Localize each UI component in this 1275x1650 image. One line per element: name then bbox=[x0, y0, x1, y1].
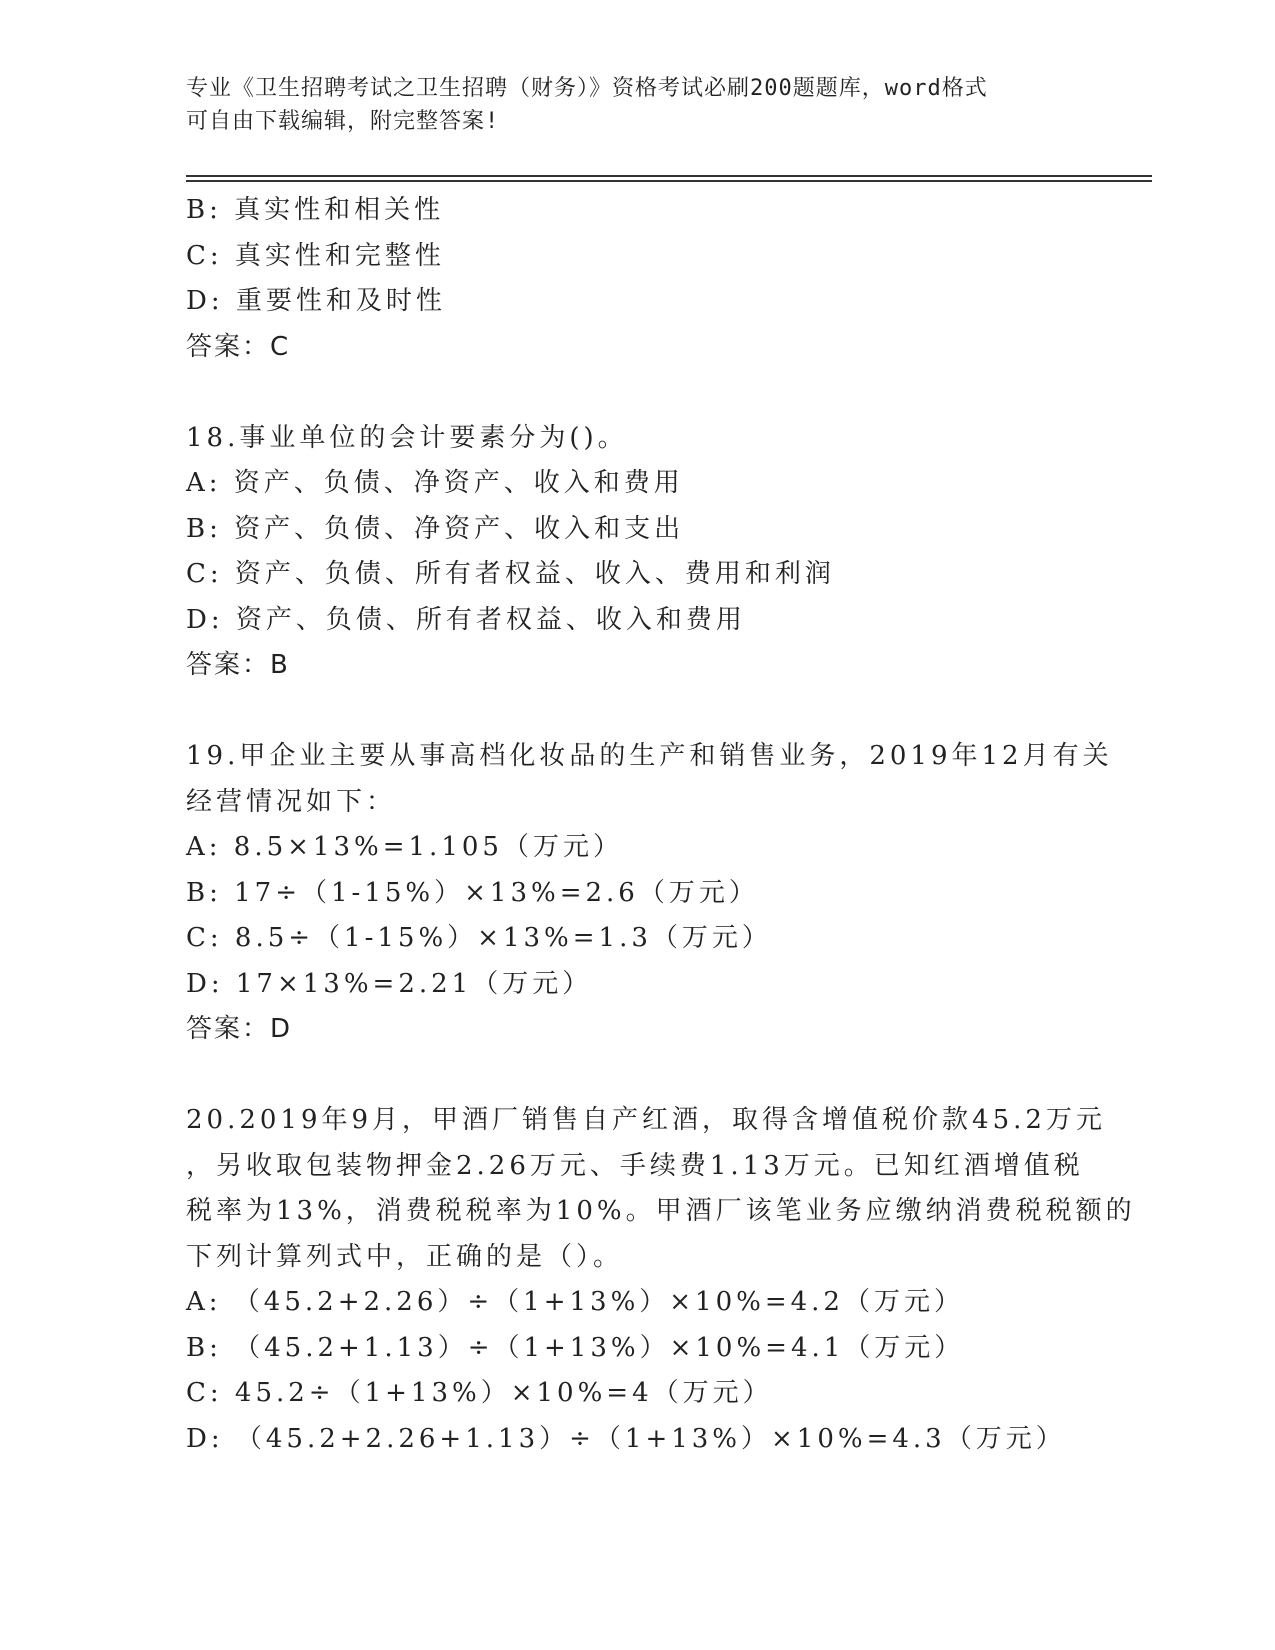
header-line-1: 专业《卫生招聘考试之卫生招聘（财务）》资格考试必刷200题题库，word格式 bbox=[186, 76, 988, 101]
option-a: A: （45.2+2.26）÷（1+13%）×10%=4.2（万元） bbox=[186, 1287, 964, 1317]
header-line-2: 可自由下载编辑，附完整答案! bbox=[186, 109, 500, 134]
question-stem-line-2: ，另收取包装物押金2.26万元、手续费1.13万元。已知红酒增值税 bbox=[186, 1150, 1084, 1181]
option-d: D: 重要性和及时性 bbox=[186, 286, 446, 316]
spacer bbox=[186, 689, 1086, 735]
question-stem-line-4: 下列计算列式中，正确的是（）。 bbox=[186, 1241, 624, 1272]
question-18 bbox=[186, 416, 1086, 689]
question-stem-line-2: 经营情况如下： bbox=[186, 786, 397, 817]
option-c: C: 8.5÷（1-15%）×13%=1.3（万元） bbox=[186, 923, 772, 953]
option-a: A: 资产、负债、净资产、收入和费用 bbox=[186, 468, 684, 498]
option-c: C: 45.2÷（1+13%）×10%=4（万元） bbox=[186, 1378, 773, 1408]
option-d: D: 17×13%=2.21（万元） bbox=[186, 968, 593, 999]
question-17-partial bbox=[186, 188, 1086, 370]
answer-label: 答案：D bbox=[186, 1014, 293, 1044]
question-19 bbox=[186, 734, 1113, 1053]
spacer bbox=[186, 1053, 1086, 1099]
page-header bbox=[186, 72, 1066, 138]
option-c: C: 资产、负债、所有者权益、收入、费用和利润 bbox=[186, 559, 835, 589]
option-d: D: （45.2+2.26+1.13）÷（1+13%）×10%=4.3（万元） bbox=[186, 1423, 1066, 1454]
option-c: C: 真实性和完整性 bbox=[186, 240, 445, 271]
question-stem-line-3: 税率为13%，消费税税率为10%。甲酒厂该笔业务应缴纳消费税税额的 bbox=[186, 1196, 1136, 1226]
question-content bbox=[186, 188, 1136, 1462]
answer-label: 答案：C bbox=[186, 331, 291, 362]
spacer bbox=[186, 370, 1086, 416]
option-b: B: 真实性和相关性 bbox=[186, 195, 445, 225]
question-stem: 18.事业单位的会计要素分为()。 bbox=[186, 422, 628, 453]
option-b: B: 17÷（1-15%）×13%=2.6（万元） bbox=[186, 877, 759, 908]
header-divider-top bbox=[186, 175, 1152, 177]
question-stem-line-1: 19.甲企业主要从事高档化妆品的生产和销售业务，2019年12月有关 bbox=[186, 741, 1113, 771]
question-stem-line-1: 20.2019年9月，甲酒厂销售自产红酒，取得含增值税价款45.2万元 bbox=[186, 1105, 1106, 1135]
option-b: B: 资产、负债、净资产、收入和支出 bbox=[186, 513, 685, 544]
question-20 bbox=[186, 1098, 1136, 1462]
option-d: D: 资产、负债、所有者权益、收入和费用 bbox=[186, 604, 746, 635]
header-divider-bottom bbox=[186, 180, 1152, 182]
option-a: A: 8.5×13%=1.105（万元） bbox=[186, 832, 623, 862]
option-b: B: （45.2+1.13）÷（1+13%）×10%=4.1（万元） bbox=[186, 1332, 965, 1363]
answer-label: 答案：B bbox=[186, 650, 290, 680]
